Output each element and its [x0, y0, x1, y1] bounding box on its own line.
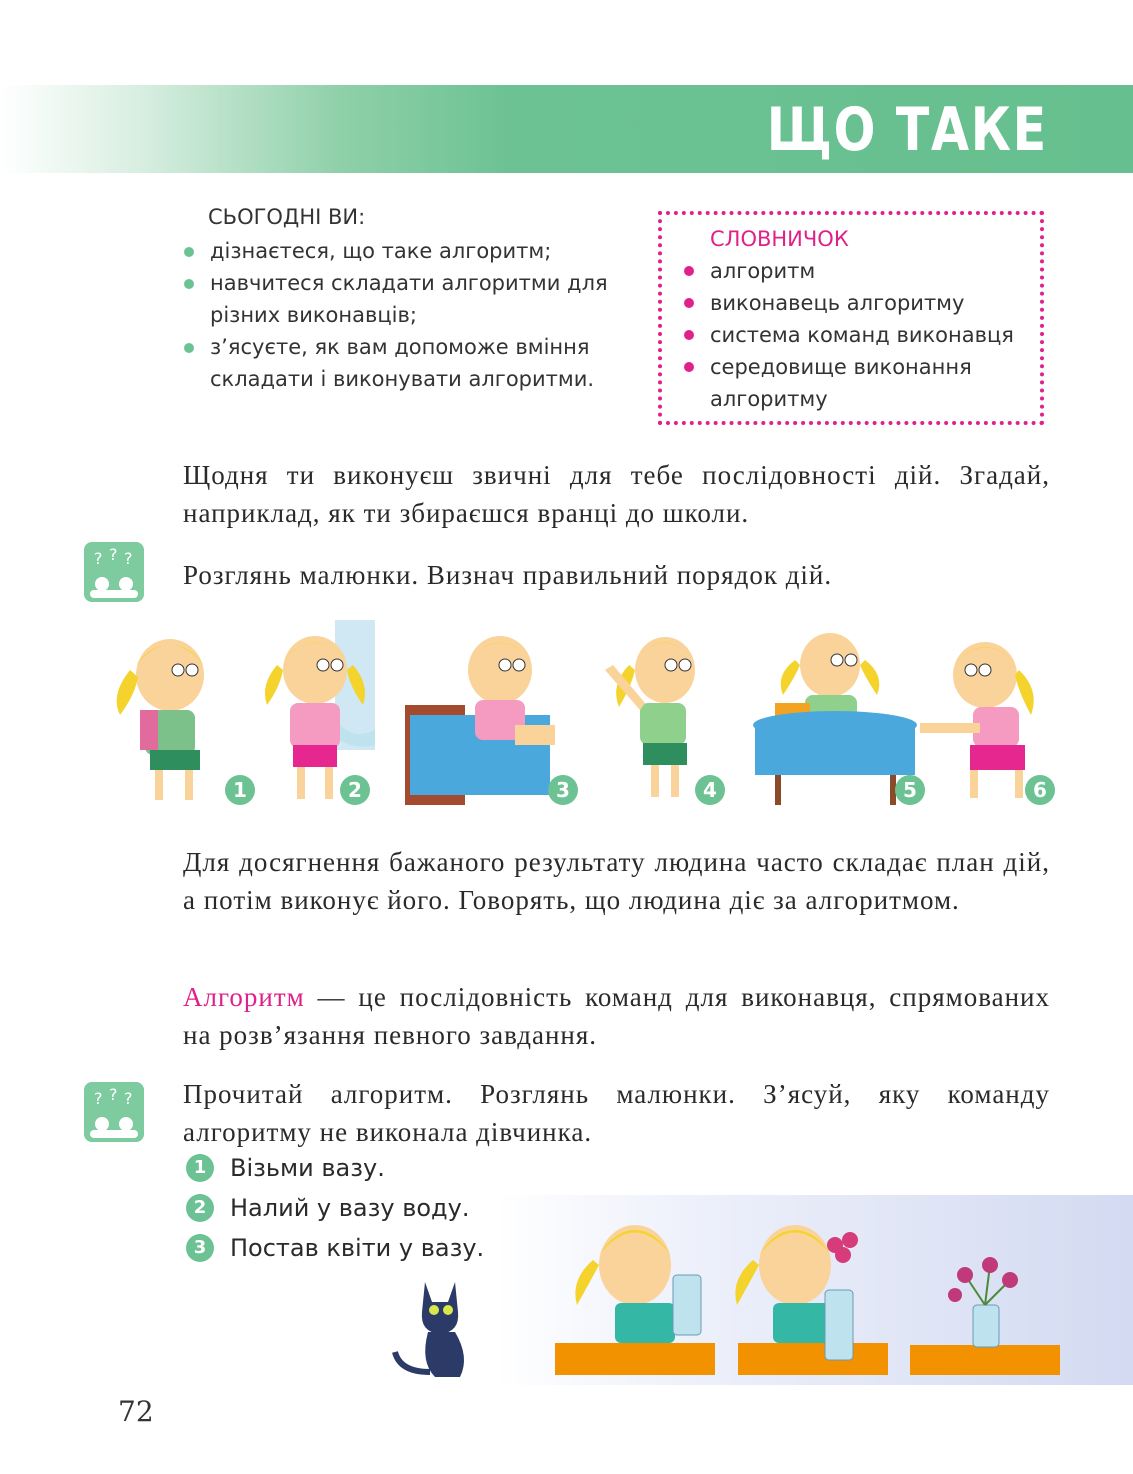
glossary-item: алгоритм: [682, 255, 1040, 287]
algorithm-steps: [186, 1148, 484, 1268]
step-text: Постав квіти у вазу.: [230, 1234, 485, 1262]
step-number: 3: [186, 1234, 214, 1262]
morning-pictures: [100, 615, 1060, 810]
glossary-item: виконавець алгоритму: [682, 287, 1040, 319]
girl-brushing-teeth-picture: [245, 615, 395, 810]
goal-item: з’ясуєте, як вам допоможе вміння складати і виконувати алгоритми.: [180, 331, 620, 395]
picture-number: 4: [695, 775, 725, 805]
picture-number: 3: [548, 775, 578, 805]
svg-text:?: ?: [109, 545, 118, 564]
svg-text:?: ?: [124, 1089, 133, 1108]
glossary-item: середовище виконання алгоритму: [682, 351, 1040, 415]
algorithm-step: [186, 1188, 484, 1228]
task2-text: Прочитай алгоритм. Розглянь малюнки. З’ясуй, яку команду алгоритму не виконала дівчинка.: [183, 1079, 1050, 1147]
plan-paragraph: Для досягнення бажаного результату людина часто складає план дій, а потім виконує його. Говорять, що людина діє за алгоритмом.: [183, 847, 1050, 915]
glossary-title: СЛОВНИЧОК: [710, 227, 849, 251]
step-text: Налий у вазу воду.: [230, 1194, 470, 1222]
discussion-icon: [84, 1082, 144, 1142]
definition-text: — це послідовність команд для виконавця, спрямованих на розв’язання певного завдання.: [183, 982, 1050, 1050]
glossary-box: [658, 211, 1044, 425]
discussion-icon: [84, 542, 144, 602]
page-title: ЩО ТАКЕ: [766, 95, 1048, 165]
algorithm-step: [186, 1148, 484, 1188]
intro-paragraph: Щодня ти виконуєш звичні для тебе послідовності дій. Згадай, наприклад, як ти збираєшся вранці до школи.: [183, 460, 1050, 528]
task1-text: Розглянь малюнки. Визнач правильний порядок дій.: [183, 560, 833, 590]
page-number: 72: [118, 1395, 154, 1428]
picture-number: 2: [340, 775, 370, 805]
step-number: 1: [186, 1154, 214, 1182]
svg-text:?: ?: [124, 549, 133, 568]
picture-number: 1: [225, 775, 255, 805]
step-number: 2: [186, 1194, 214, 1222]
definition-term: Алгоритм: [183, 982, 305, 1012]
glossary-item: система команд виконавця: [682, 319, 1040, 351]
svg-text:?: ?: [94, 549, 103, 568]
svg-text:?: ?: [94, 1089, 103, 1108]
vase-pictures-panel: [495, 1195, 1133, 1385]
vase-pictures: [495, 1195, 1133, 1385]
lesson-goals: [180, 205, 620, 395]
goal-item: навчитеся складати алгоритми для різних виконавців;: [180, 267, 620, 331]
goals-heading: СЬОГОДНІ ВИ:: [208, 205, 366, 229]
svg-text:?: ?: [109, 1085, 118, 1104]
picture-number: 5: [895, 775, 925, 805]
definition-paragraph: [183, 978, 1050, 1054]
algorithm-step: [186, 1228, 484, 1268]
cat-picture: [390, 1272, 490, 1382]
picture-number: 6: [1025, 775, 1055, 805]
goal-item: дізнаєтеся, що таке алгоритм;: [180, 235, 620, 267]
step-text: Візьми вазу.: [230, 1154, 385, 1182]
